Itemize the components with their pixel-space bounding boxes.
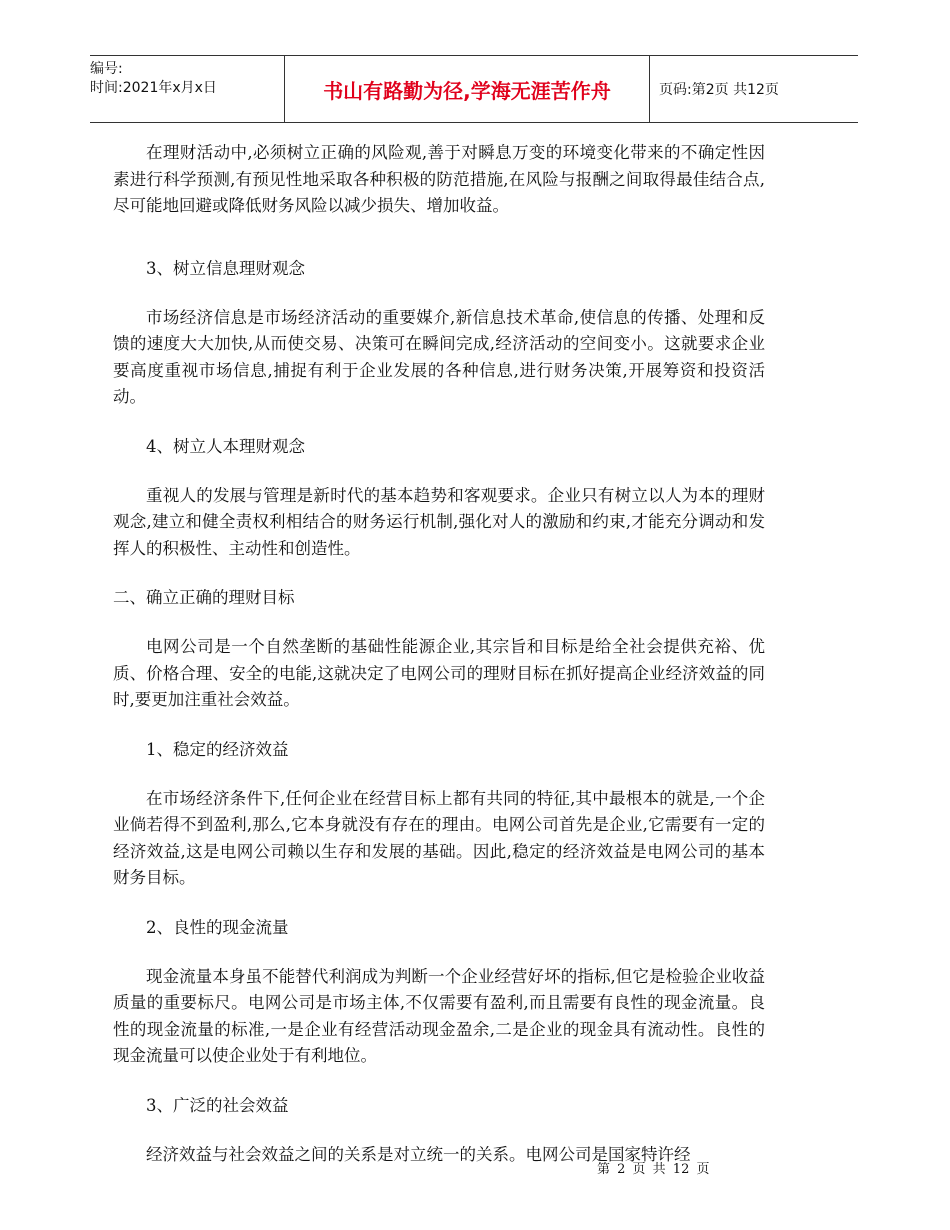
document-time-label: 时间:2021年x月x日 (90, 80, 217, 96)
paragraph-risk: 在理财活动中,必须树立正确的风险观,善于对瞬息万变的环境变化带来的不确定性因素进行科学预测,有预见性地采取各种积极的防范措施,在风险与报酬之间取得最佳结合点,尽可能地回避或降低财务风险以减少损失、增加收益。 (113, 143, 765, 215)
header-meta (90, 56, 285, 122)
header-motto: 书山有路勤为径,学海无涯苦作舟 (285, 56, 650, 122)
heading-cash-flow: 2、良性的现金流量 (146, 917, 289, 937)
document-number-label: 编号: (90, 61, 123, 77)
paragraph-information: 市场经济信息是市场经济活动的重要媒介,新信息技术革命,使信息的传播、处理和反馈的速度大大加快,从而使交易、决策可在瞬间完成,经济活动的空间变小。这就要求企业要高度重视市场信息,捕捉有利于企业发展的各种信息,进行财务决策,开展筹资和投资活动。 (113, 307, 765, 406)
heading-stable-benefit: 1、稳定的经济效益 (146, 739, 289, 759)
paragraph-stable-benefit: 在市场经济条件下,任何企业在经营目标上都有共同的特征,其中最根本的就是,一个企业倘若得不到盈利,那么,它本身就没有存在的理由。电网公司首先是企业,它需要有一定的经济效益,这是电网公司赖以生存和发展的基础。因此,稳定的经济效益是电网公司的基本财务目标。 (113, 788, 765, 887)
heading-information-finance: 3、树立信息理财观念 (146, 258, 305, 278)
page-footer: 第 2 页 共 12 页 (597, 1162, 710, 1177)
paragraph-cash-flow: 现金流量本身虽不能替代利润成为判断一个企业经营好坏的指标,但它是检验企业收益质量的重要标尺。电网公司是市场主体,不仅需要有盈利,而且需要有良性的现金流量。良性的现金流量的标准,一是企业有经营活动现金盈余,二是企业的现金具有流动性。良性的现金流量可以使企业处于有利地位。 (113, 966, 765, 1065)
page-header (90, 55, 858, 123)
paragraph-grid-company: 电网公司是一个自然垄断的基础性能源企业,其宗旨和目标是给全社会提供充裕、优质、价格合理、安全的电能,这就决定了电网公司的理财目标在抓好提高企业经济效益的同时,要更加注重社会效益。 (113, 637, 765, 709)
heading-section-two: 二、确立正确的理财目标 (113, 588, 295, 607)
document-body (113, 140, 765, 1191)
header-page-info: 页码:第2页 共12页 (659, 82, 779, 98)
heading-people-finance: 4、树立人本理财观念 (146, 436, 305, 456)
heading-social-benefit: 3、广泛的社会效益 (146, 1095, 289, 1115)
paragraph-social-benefit: 经济效益与社会效益之间的关系是对立统一的关系。电网公司是国家特许经 (146, 1144, 691, 1164)
paragraph-people: 重视人的发展与管理是新时代的基本趋势和客观要求。企业只有树立以人为本的理财观念,建立和健全责权利相结合的财务运行机制,强化对人的激励和约束,才能充分调动和发挥人的积极性、主动性和创造性。 (113, 485, 765, 558)
